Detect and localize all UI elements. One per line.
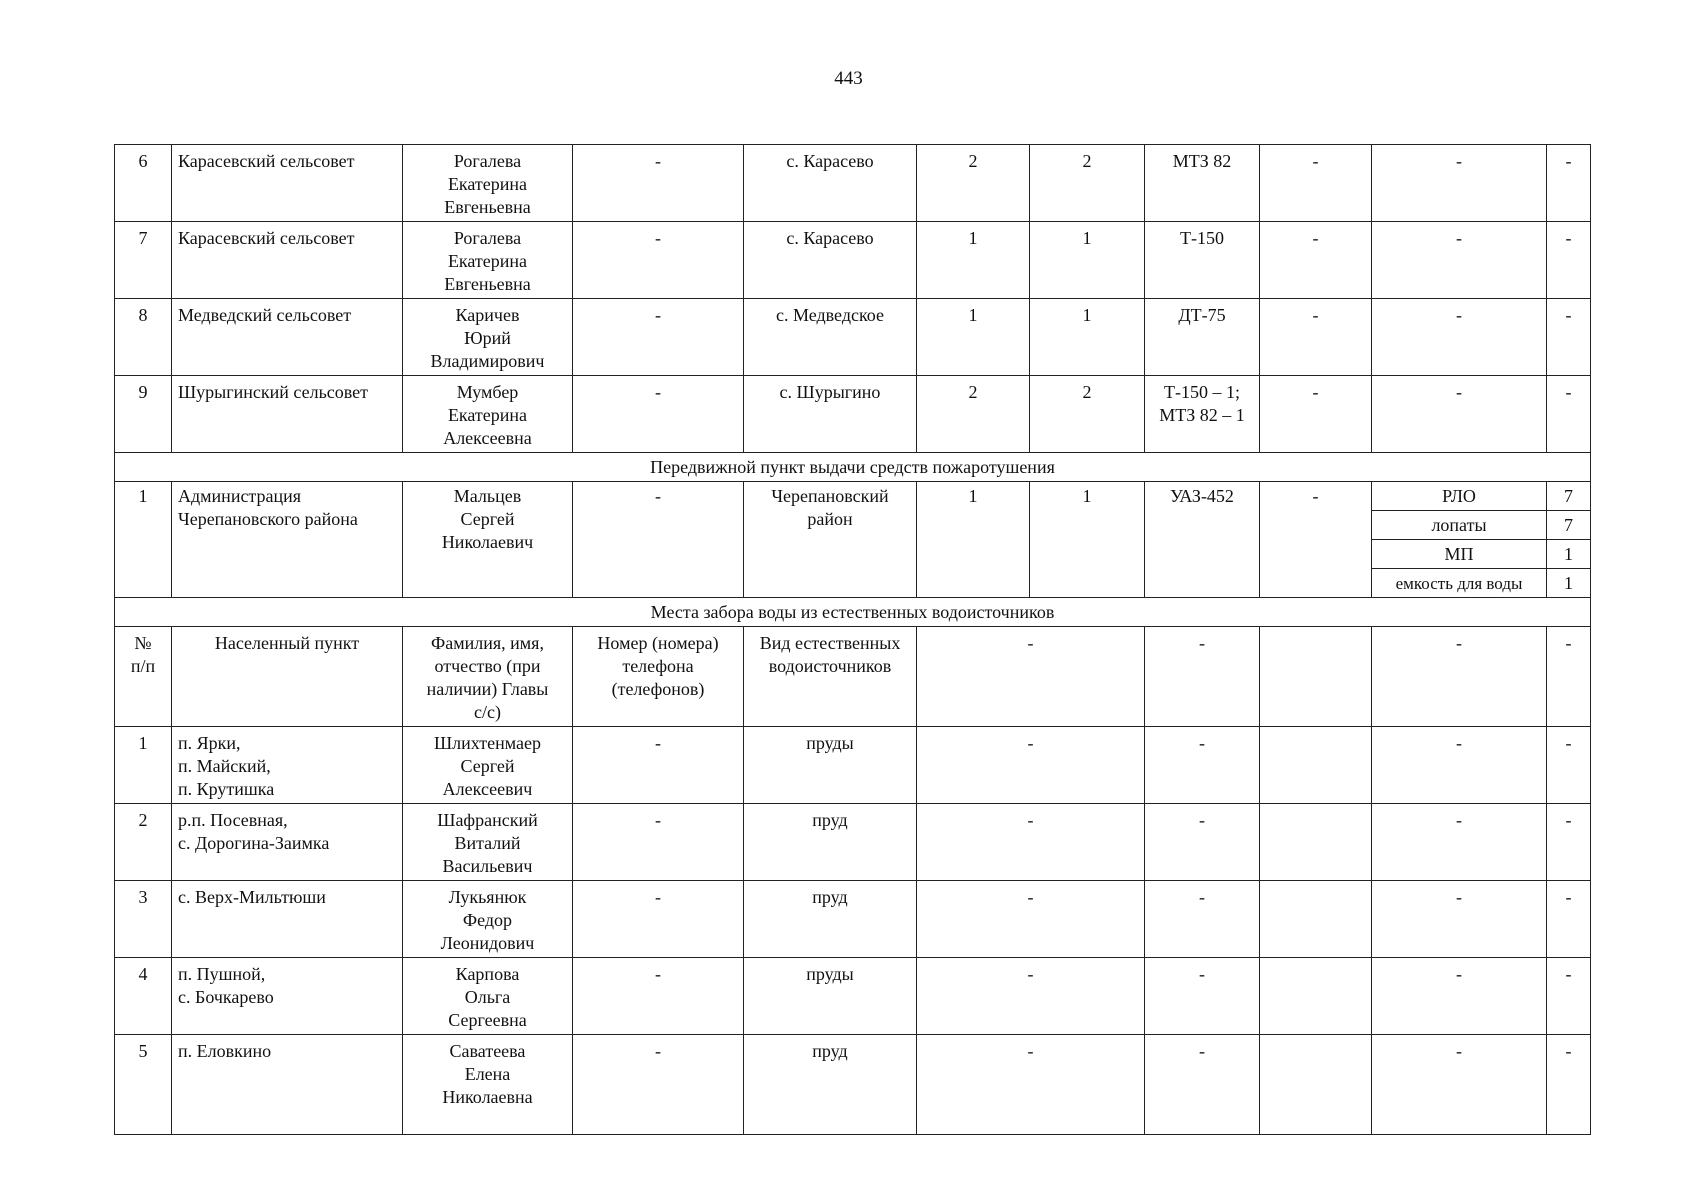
table-row	[115, 958, 1591, 1035]
head-name: Каричев Юрий Владимирович	[403, 299, 573, 376]
cell-dash: -	[1145, 958, 1260, 1035]
phone: -	[573, 482, 744, 598]
table-row	[115, 482, 1591, 511]
phone: -	[573, 1035, 744, 1135]
cell-empty	[1260, 881, 1372, 958]
equipment-qty: 1	[1547, 540, 1591, 569]
council-name: Медведский сельсовет	[172, 299, 403, 376]
column-header-head: Фамилия, имя, отчество (при наличии) Главы с/с)	[403, 627, 573, 727]
header-row	[115, 627, 1591, 727]
cell-dash: -	[1260, 299, 1372, 376]
cell-dash: -	[917, 804, 1145, 881]
column-header-number: № п/п	[115, 627, 172, 727]
phone: -	[573, 958, 744, 1035]
phone: -	[573, 222, 744, 299]
settlement: п. Ярки, п. Майский, п. Крутишка	[172, 727, 403, 804]
count: 1	[1030, 482, 1145, 598]
cell-dash: -	[1372, 627, 1547, 727]
water-source: пруд	[744, 804, 917, 881]
organization-name: Администрация Черепановского района	[172, 482, 403, 598]
head-name: Шлихтенмаер Сергей Алексеевич	[403, 727, 573, 804]
location: с. Медведское	[744, 299, 917, 376]
cell-dash: -	[917, 881, 1145, 958]
column-header-settlement: Населенный пункт	[172, 627, 403, 727]
head-name: Лукьянюк Федор Леонидович	[403, 881, 573, 958]
location: с. Карасево	[744, 145, 917, 222]
location: с. Карасево	[744, 222, 917, 299]
settlement: п. Еловкино	[172, 1035, 403, 1135]
column-header-source: Вид естественных водоисточников	[744, 627, 917, 727]
phone: -	[573, 299, 744, 376]
head-name: Шафранский Виталий Васильевич	[403, 804, 573, 881]
council-name: Карасевский сельсовет	[172, 222, 403, 299]
cell-dash: -	[1372, 727, 1547, 804]
cell-dash: -	[1372, 222, 1547, 299]
vehicle: ДТ-75	[1145, 299, 1260, 376]
cell-dash: -	[1145, 881, 1260, 958]
equipment-name: МП	[1372, 540, 1547, 569]
cell-dash: -	[1260, 482, 1372, 598]
table-row	[115, 1035, 1591, 1135]
cell-empty	[1260, 727, 1372, 804]
count: 2	[917, 145, 1030, 222]
document-table	[114, 144, 1591, 1135]
cell-dash: -	[917, 1035, 1145, 1135]
count: 2	[1030, 376, 1145, 453]
table-row	[115, 145, 1591, 222]
settlement: р.п. Посевная, с. Дорогина-Заимка	[172, 804, 403, 881]
vehicle: Т-150	[1145, 222, 1260, 299]
settlement: п. Пушной, с. Бочкарево	[172, 958, 403, 1035]
head-name: Мальцев Сергей Николаевич	[403, 482, 573, 598]
cell-dash: -	[1372, 145, 1547, 222]
cell-dash: -	[1372, 299, 1547, 376]
count: 1	[1030, 222, 1145, 299]
column-header-phone: Номер (номера) телефона (телефонов)	[573, 627, 744, 727]
cell-dash: -	[1372, 1035, 1547, 1135]
cell-dash: -	[1547, 299, 1591, 376]
head-name: Рогалева Екатерина Евгеньевна	[403, 222, 573, 299]
count: 1	[917, 222, 1030, 299]
row-number: 7	[115, 222, 172, 299]
cell-dash: -	[1547, 222, 1591, 299]
cell-empty	[1260, 1035, 1372, 1135]
location: с. Шурыгино	[744, 376, 917, 453]
cell-dash: -	[917, 958, 1145, 1035]
location: Черепановский район	[744, 482, 917, 598]
cell-dash: -	[917, 727, 1145, 804]
cell-dash: -	[1260, 376, 1372, 453]
row-number: 5	[115, 1035, 172, 1135]
cell-dash: -	[1547, 727, 1591, 804]
cell-dash: -	[1547, 804, 1591, 881]
equipment-name: емкость для воды	[1372, 569, 1547, 598]
row-number: 3	[115, 881, 172, 958]
head-name: Мумбер Екатерина Алексеевна	[403, 376, 573, 453]
vehicle: Т-150 – 1; МТЗ 82 – 1	[1145, 376, 1260, 453]
section-title: Места забора воды из естественных водоисточников	[115, 598, 1591, 627]
phone: -	[573, 145, 744, 222]
row-number: 2	[115, 804, 172, 881]
equipment-qty: 1	[1547, 569, 1591, 598]
phone: -	[573, 727, 744, 804]
head-name: Саватеева Елена Николаевна	[403, 1035, 573, 1135]
table-row	[115, 299, 1591, 376]
cell-dash: -	[1145, 1035, 1260, 1135]
row-number: 6	[115, 145, 172, 222]
cell-dash: -	[1145, 727, 1260, 804]
equipment-qty: 7	[1547, 482, 1591, 511]
vehicle: УАЗ-452	[1145, 482, 1260, 598]
row-number: 1	[115, 482, 172, 598]
cell-dash: -	[1260, 145, 1372, 222]
phone: -	[573, 881, 744, 958]
cell-dash: -	[917, 627, 1145, 727]
section-title: Передвижной пункт выдачи средств пожаротушения	[115, 453, 1591, 482]
cell-dash: -	[1372, 376, 1547, 453]
water-source: пруд	[744, 881, 917, 958]
cell-dash: -	[1547, 145, 1591, 222]
count: 1	[917, 482, 1030, 598]
phone: -	[573, 804, 744, 881]
count: 1	[917, 299, 1030, 376]
cell-dash: -	[1145, 627, 1260, 727]
cell-dash: -	[1547, 958, 1591, 1035]
section-row	[115, 453, 1591, 482]
cell-dash: -	[1145, 804, 1260, 881]
count: 1	[1030, 299, 1145, 376]
council-name: Карасевский сельсовет	[172, 145, 403, 222]
row-number: 1	[115, 727, 172, 804]
cell-dash: -	[1547, 376, 1591, 453]
count: 2	[917, 376, 1030, 453]
cell-dash: -	[1547, 1035, 1591, 1135]
water-source: пруд	[744, 1035, 917, 1135]
table-row	[115, 804, 1591, 881]
head-name: Рогалева Екатерина Евгеньевна	[403, 145, 573, 222]
equipment-qty: 7	[1547, 511, 1591, 540]
water-source: пруды	[744, 727, 917, 804]
section-row	[115, 598, 1591, 627]
row-number: 9	[115, 376, 172, 453]
cell-dash: -	[1372, 958, 1547, 1035]
cell-empty	[1260, 627, 1372, 727]
count: 2	[1030, 145, 1145, 222]
council-name: Шурыгинский сельсовет	[172, 376, 403, 453]
cell-dash: -	[1547, 881, 1591, 958]
settlement: с. Верх-Мильтюши	[172, 881, 403, 958]
cell-dash: -	[1260, 222, 1372, 299]
table-row	[115, 881, 1591, 958]
water-source: пруды	[744, 958, 917, 1035]
equipment-name: РЛО	[1372, 482, 1547, 511]
cell-dash: -	[1372, 804, 1547, 881]
cell-dash: -	[1372, 881, 1547, 958]
table-row	[115, 376, 1591, 453]
row-number: 4	[115, 958, 172, 1035]
equipment-name: лопаты	[1372, 511, 1547, 540]
phone: -	[573, 376, 744, 453]
cell-empty	[1260, 958, 1372, 1035]
table-row	[115, 727, 1591, 804]
cell-dash: -	[1547, 627, 1591, 727]
cell-empty	[1260, 804, 1372, 881]
page-number: 443	[834, 68, 863, 89]
head-name: Карпова Ольга Сергеевна	[403, 958, 573, 1035]
row-number: 8	[115, 299, 172, 376]
vehicle: МТЗ 82	[1145, 145, 1260, 222]
table-row	[115, 222, 1591, 299]
